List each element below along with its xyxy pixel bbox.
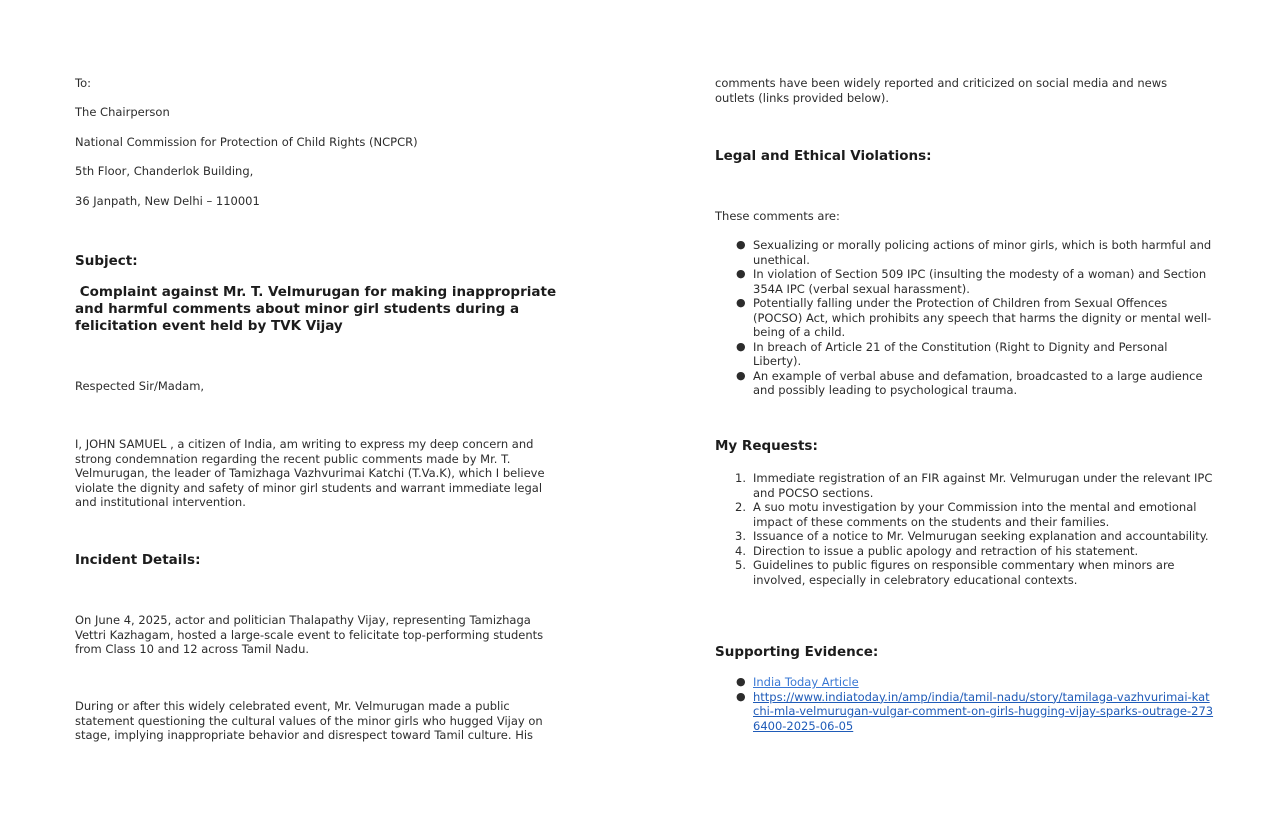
legal-intro: These comments are: xyxy=(715,209,840,223)
right-page xyxy=(640,0,1280,828)
address-street: 36 Janpath, New Delhi – 110001 xyxy=(75,194,260,208)
bullet-icon: ● xyxy=(736,267,746,280)
legal-heading: Legal and Ethical Violations: xyxy=(715,148,932,164)
list-item: 2. A suo motu investigation by your Commission into the mental and emotional impact of these comments on the students and their families. xyxy=(735,500,1197,529)
address-to: To: xyxy=(75,76,91,90)
continuation-paragraph: comments have been widely reported and criticized on social media and news outlets (links provided below). xyxy=(715,76,1168,105)
india-today-link[interactable]: India Today Article xyxy=(753,675,859,689)
bullet-icon: ● xyxy=(736,296,746,309)
list-item: 4. Direction to issue a public apology and retraction of his statement. xyxy=(735,543,1139,558)
address-floor: 5th Floor, Chanderlok Building, xyxy=(75,164,254,178)
evidence-heading: Supporting Evidence: xyxy=(715,644,879,660)
list-item: ● An example of verbal abuse and defamation, broadcasted to a large audience and possibly leading to psychological trauma. xyxy=(736,368,1203,397)
bullet-icon: ● xyxy=(736,675,746,688)
address-org: National Commission for Protection of Child Rights (NCPCR) xyxy=(75,135,418,149)
list-item xyxy=(715,690,1215,734)
list-item: 1. Immediate registration of an FIR against Mr. Velmurugan under the relevant IPC and POCSO sections. xyxy=(735,471,1213,500)
salutation: Respected Sir/Madam, xyxy=(75,379,205,393)
evidence-url-link[interactable]: https://www.indiatoday.in/amp/india/tamil-nadu/story/tamilaga-vazhvurimai-katchi-mla-velmurugan-vulgar-comment-on-girls-hugging-vijay-sparks-outrage-2736400-2025-06-05 xyxy=(753,689,1214,733)
subject-label: Subject: xyxy=(75,253,138,269)
list-item xyxy=(715,675,1215,690)
list-item: ● In breach of Article 21 of the Constitution (Right to Dignity and Personal Liberty). xyxy=(736,339,1168,368)
subject-text: Complaint against Mr. T. Velmurugan for making inappropriate and harmful comments about minor girl students during a felicitation event held by TVK Vijay xyxy=(75,284,561,334)
list-item: ● Sexualizing or morally policing actions of minor girls, which is both harmful and unethical. xyxy=(736,238,1212,267)
address-recipient: The Chairperson xyxy=(75,105,170,119)
incident-paragraph-2: During or after this widely celebrated event, Mr. Velmurugan made a public statement questioning the cultural values of the minor girls who hugged Vijay on stage, implying inappropriate behavior and disrespect toward Tamil culture. His xyxy=(75,699,543,742)
requests-heading: My Requests: xyxy=(715,438,818,454)
list-item: 5. Guidelines to public figures on responsible commentary when minors are involved, especially in celebratory educational contexts. xyxy=(735,558,1175,587)
incident-paragraph-1: On June 4, 2025, actor and politician Thalapathy Vijay, representing Tamizhaga Vettri Kazhagam, hosted a large-scale event to felicitate top-performing students from Class 10 and 12 across Tamil Nadu. xyxy=(75,613,544,656)
violations-list xyxy=(715,238,1215,398)
list-item: ● Potentially falling under the Protection of Children from Sexual Offences (POCSO) Act, which prohibits any speech that harms the dignity or mental well-being of a child. xyxy=(736,296,1212,339)
bullet-icon: ● xyxy=(736,368,746,382)
bullet-icon: ● xyxy=(736,339,746,353)
incident-heading: Incident Details: xyxy=(75,552,201,568)
evidence-list xyxy=(715,675,1215,733)
bullet-icon: ● xyxy=(736,238,746,251)
requests-list xyxy=(715,471,1215,587)
list-item: 3. Issuance of a notice to Mr. Velmurugan seeking explanation and accountability. xyxy=(735,529,1209,543)
intro-paragraph: I, JOHN SAMUEL , a citizen of India, am writing to express my deep concern and strong condemnation regarding the recent public comments made by Mr. T. Velmurugan, the leader of Tamizhaga Vazhvurimai Katchi (T.Va.K), which I believe violate the dignity and safety of minor girl students and warrant immediate legal and institutional intervention. xyxy=(75,437,545,509)
bullet-icon: ● xyxy=(736,689,746,703)
list-item: ● In violation of Section 509 IPC (insulting the modesty of a woman) and Section 354A IPC (verbal sexual harassment). xyxy=(736,267,1207,296)
